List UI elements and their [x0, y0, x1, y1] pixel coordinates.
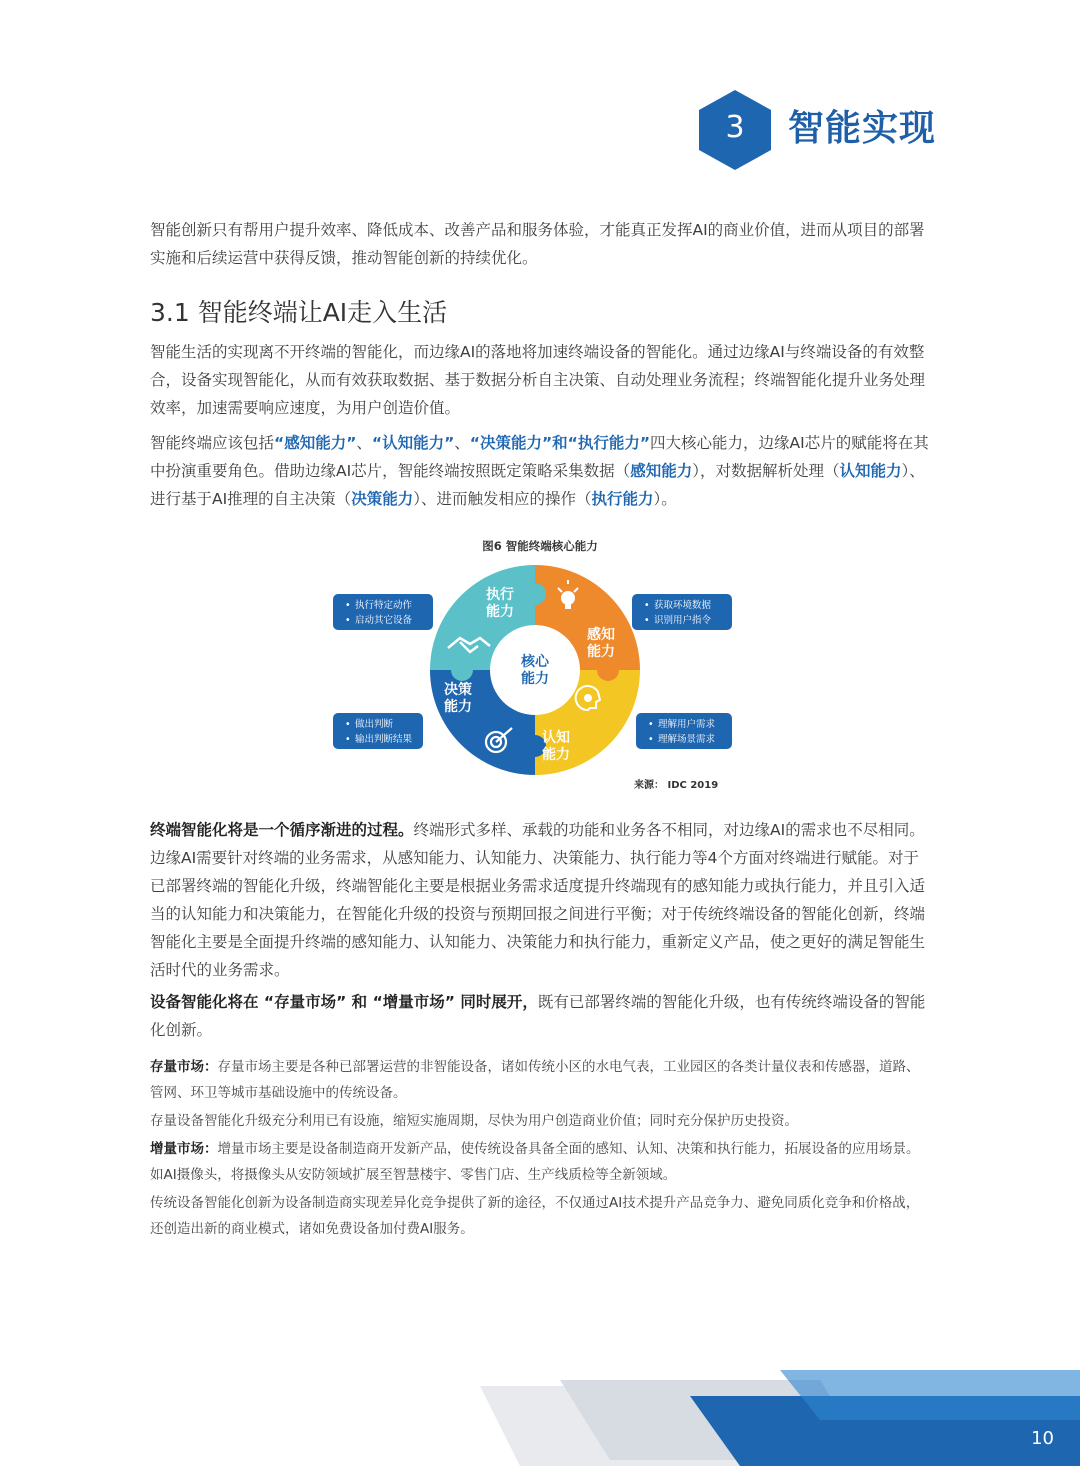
- chapter-title: 智能实现: [788, 108, 937, 149]
- stock-upgrade-paragraph: 存量设备智能化升级充分利用已有设施，缩短实施周期，尽快为用户创造商业价值；同时充分保护历史投资。: [150, 1113, 798, 1129]
- segment-label-deci: 决策 能力: [444, 682, 472, 715]
- intro-paragraph: 智能创新只有帮用户提升效率、降低成本、改善产品和服务体验，才能真正发挥AI的商业价值，进而从项目的部署实施和后续运营中获得反馈，推动智能创新的持续优化。: [150, 221, 925, 267]
- body-paragraph-4: 设备智能化将在 “存量市场” 和 “增量市场” 同时展开，既有已部署终端的智能化升级，也有传统终端设备的智能化创新。: [150, 993, 926, 1039]
- knob-exec-deci: [451, 659, 473, 681]
- segment-label-perc: 感知 能力: [587, 627, 615, 660]
- section-paragraph-1: 智能生活的实现离不开终端的智能化，而边缘AI的落地将加速终端设备的智能化。通过边缘AI与终端设备的有效整合，设备实现智能化，从而有效获取数据、基于数据分析自主决策、自动处理业务流程；终端智能化提升业务处理效率，加速需要响应速度，为用户创造价值。: [150, 343, 926, 417]
- section-paragraph-2: 智能终端应该包括“感知能力”、“认知能力”、“决策能力”和“执行能力”四大核心能力，边缘AI芯片的赋能将在其中扮演重要角色。借助边缘AI芯片，智能终端按照既定策略采集数据（感知能力），对数据解析处理（认知能力）、进行基于AI推理的自主决策（决策能力）、进而触发相应的操作（执行能力）。: [150, 434, 929, 508]
- section-heading: 3.1 智能终端让AI走入生活: [150, 298, 448, 327]
- figure-title: 图6 智能终端核心能力: [482, 539, 598, 553]
- innovation-paragraph: 传统设备智能化创新为设备制造商实现差异化竞争提供了新的途径，不仅通过AI技术提升产品竞争力、避免同质化竞争和价格战，还创造出新的商业模式，诸如免费设备加付费AI服务。: [150, 1195, 920, 1237]
- segment-label-cogn: 认知 能力: [542, 730, 570, 763]
- stock-market-paragraph: 存量市场：存量市场主要是各种已部署运营的非智能设备，诸如传统小区的水电气表，工业园区的各类计量仪表和传感器，道路、管网、环卫等城市基础设施中的传统设备。: [150, 1059, 920, 1101]
- box-cogn: • 理解用户需求 • 理解场景需求: [636, 713, 732, 749]
- page-number: 10: [1031, 1428, 1054, 1449]
- knob-perc-cogn: [597, 659, 619, 681]
- box-exec: • 执行特定动作 • 启动其它设备: [333, 594, 433, 630]
- incremental-market-paragraph: 增量市场：增量市场主要是设备制造商开发新产品，使传统设备具备全面的感知、认知、决策和执行能力，拓展设备的应用场景。如AI摄像头，将摄像头从安防领域扩展至智慧楼宇、零售门店、生产线质检等全新领域。: [150, 1141, 920, 1183]
- box-perc: • 获取环境数据 • 识别用户指令: [632, 594, 732, 630]
- chapter-number: 3: [725, 110, 745, 145]
- box-deci: • 做出判断 • 输出判断结果: [333, 713, 423, 749]
- segment-label-exec: 执行 能力: [486, 587, 514, 620]
- body-paragraph-3: 终端智能化将是一个循序渐进的过程。终端形式多样、承载的功能和业务各不相同，对边缘AI的需求也不尽相同。边缘AI需要针对终端的业务需求，从感知能力、认知能力、决策能力、执行能力等4个方面对终端进行赋能。对于已部署终端的智能化升级，终端智能化主要是根据业务需求适度提升终端现有的感知能力或执行能力，并且引入适当的认知能力和决策能力，在智能化升级的投资与预期回报之间进行平衡；对于传统终端设备的智能化创新，终端智能化主要是全面提升终端的感知能力、认知能力、决策能力和执行能力，重新定义产品，使之更好的满足智能生活时代的业务需求。: [150, 821, 926, 979]
- core-label: 核心 能力: [521, 654, 549, 687]
- figure-source: 来源： IDC 2019: [634, 780, 719, 791]
- footer-decoration: [0, 1360, 1080, 1466]
